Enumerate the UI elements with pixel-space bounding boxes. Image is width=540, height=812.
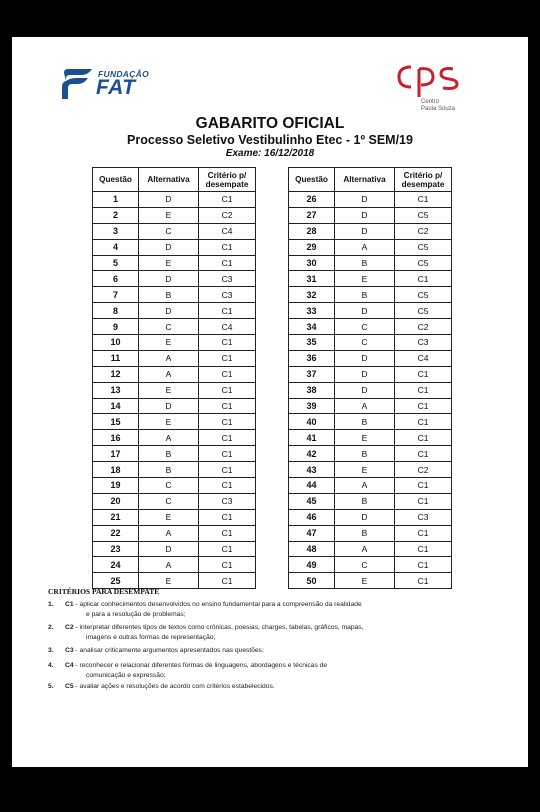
answer-alternative: E — [139, 573, 199, 589]
tiebreak-criterion: C1 — [395, 573, 452, 589]
table-row — [289, 541, 452, 557]
criteria-body — [65, 682, 445, 692]
question-number: 33 — [289, 303, 335, 319]
table-row — [93, 382, 256, 398]
table-row — [93, 446, 256, 462]
table-row — [93, 414, 256, 430]
table-row — [289, 446, 452, 462]
answer-alternative: C — [139, 478, 199, 494]
answer-alternative: D — [139, 398, 199, 414]
question-number: 2 — [93, 207, 139, 223]
question-number: 50 — [289, 573, 335, 589]
tiebreak-criterion: C1 — [199, 398, 256, 414]
table-row — [93, 398, 256, 414]
question-number: 20 — [93, 493, 139, 509]
tiebreak-criterion: C1 — [395, 366, 452, 382]
answers-table-right — [288, 167, 452, 589]
table-row — [93, 223, 256, 239]
answer-alternative: D — [139, 541, 199, 557]
answer-alternative: E — [335, 430, 395, 446]
tiebreak-criterion: C1 — [199, 239, 256, 255]
criteria-number: 1. — [48, 601, 54, 608]
answer-key-page — [12, 37, 528, 767]
answer-alternative: D — [335, 366, 395, 382]
table-row — [93, 541, 256, 557]
question-number: 39 — [289, 398, 335, 414]
criteria-text: - reconhecer e relacionar diferentes formas de linguagens, abordagens e técnicas de — [73, 662, 328, 669]
question-number: 30 — [289, 255, 335, 271]
answer-alternative: D — [139, 271, 199, 287]
answer-alternative: D — [335, 303, 395, 319]
answer-alternative: D — [335, 382, 395, 398]
tiebreak-criterion: C3 — [395, 335, 452, 351]
tiebreak-criterion: C1 — [395, 493, 452, 509]
criteria-body — [65, 600, 445, 620]
question-number: 31 — [289, 271, 335, 287]
table-row — [93, 271, 256, 287]
question-number: 32 — [289, 287, 335, 303]
question-number: 41 — [289, 430, 335, 446]
answer-alternative: D — [335, 192, 395, 208]
header-questao: Questão — [289, 168, 335, 192]
question-number: 1 — [93, 192, 139, 208]
answer-alternative: D — [335, 350, 395, 366]
answer-alternative: B — [335, 525, 395, 541]
question-number: 3 — [93, 223, 139, 239]
table-row — [289, 366, 452, 382]
question-number: 17 — [93, 446, 139, 462]
tiebreak-criterion: C3 — [199, 493, 256, 509]
answer-alternative: B — [335, 255, 395, 271]
tiebreak-criterion: C4 — [395, 350, 452, 366]
question-number: 13 — [93, 382, 139, 398]
tiebreak-criterion: C1 — [199, 350, 256, 366]
answer-alternative: A — [139, 430, 199, 446]
question-number: 48 — [289, 541, 335, 557]
answer-alternative: C — [139, 493, 199, 509]
question-number: 34 — [289, 319, 335, 335]
tiebreak-criterion: C2 — [395, 319, 452, 335]
criteria-number: 4. — [48, 662, 54, 669]
tiebreak-criterion: C3 — [199, 271, 256, 287]
tiebreak-criterion: C1 — [395, 271, 452, 287]
tiebreak-criterion: C1 — [395, 525, 452, 541]
table-row — [289, 382, 452, 398]
table-row — [289, 414, 452, 430]
fat-logo — [60, 67, 170, 101]
question-number: 16 — [93, 430, 139, 446]
question-number: 45 — [289, 493, 335, 509]
answer-alternative: A — [335, 398, 395, 414]
table-row — [289, 478, 452, 494]
criteria-text-continued: imagens e outras formas de representação; — [86, 634, 216, 641]
question-number: 8 — [93, 303, 139, 319]
table-row — [93, 255, 256, 271]
question-number: 26 — [289, 192, 335, 208]
table-row — [93, 319, 256, 335]
table-row — [93, 287, 256, 303]
question-number: 5 — [93, 255, 139, 271]
question-number: 44 — [289, 478, 335, 494]
tiebreak-criterion: C1 — [199, 446, 256, 462]
criteria-text: - analisar criticamente argumentos apresentados nas questões; — [73, 647, 264, 654]
document-subtitle: Processo Seletivo Vestibulinho Etec - 1º SEM/19 — [127, 133, 413, 147]
answer-alternative: D — [335, 509, 395, 525]
tiebreak-criterion: C2 — [199, 207, 256, 223]
answer-alternative: B — [335, 446, 395, 462]
question-number: 47 — [289, 525, 335, 541]
cps-line-2: Paula Souza — [421, 106, 456, 112]
header-criterio-line2: desempate — [205, 179, 249, 189]
answer-alternative: E — [335, 462, 395, 478]
tiebreak-criterion: C1 — [395, 446, 452, 462]
criteria-text: - aplicar conhecimentos desenvolvidos no ensino fundamental para a compreensão da realidade — [73, 601, 362, 608]
fat-foundation-label: FUNDAÇÃO — [98, 69, 150, 79]
tiebreak-criterion: C1 — [395, 478, 452, 494]
question-number: 10 — [93, 335, 139, 351]
criteria-text-continued: comunicação e expressão; — [86, 672, 166, 679]
criteria-code: C5 — [65, 683, 74, 690]
question-number: 29 — [289, 239, 335, 255]
table-row — [289, 509, 452, 525]
question-number: 21 — [93, 509, 139, 525]
tiebreak-criterion: C1 — [199, 509, 256, 525]
tiebreak-criterion: C1 — [199, 335, 256, 351]
tiebreak-criterion: C1 — [199, 255, 256, 271]
tiebreak-criterion: C1 — [199, 462, 256, 478]
criteria-code: C2 — [65, 624, 74, 631]
tiebreak-criterion: C1 — [395, 430, 452, 446]
tiebreak-criterion: C1 — [395, 557, 452, 573]
tiebreak-criterion: C5 — [395, 255, 452, 271]
answer-alternative: E — [139, 509, 199, 525]
answer-alternative: C — [335, 335, 395, 351]
answer-alternative: B — [335, 493, 395, 509]
answer-alternative: A — [139, 350, 199, 366]
question-number: 14 — [93, 398, 139, 414]
table-row — [289, 319, 452, 335]
answer-alternative: A — [139, 366, 199, 382]
answer-alternative: D — [139, 303, 199, 319]
answer-alternative: B — [335, 287, 395, 303]
table-row — [289, 493, 452, 509]
header-criterio — [199, 168, 256, 192]
criteria-body — [65, 646, 445, 656]
criteria-code: C1 — [65, 601, 74, 608]
answer-alternative: B — [139, 287, 199, 303]
tiebreak-criterion: C3 — [395, 509, 452, 525]
tiebreak-criterion: C1 — [395, 192, 452, 208]
criteria-code: C3 — [65, 647, 74, 654]
table-row — [93, 207, 256, 223]
exam-date: Exame: 16/12/2018 — [225, 148, 315, 159]
question-number: 6 — [93, 271, 139, 287]
tiebreak-criterion: C1 — [199, 478, 256, 494]
table-row — [289, 350, 452, 366]
document-title: GABARITO OFICIAL — [195, 115, 345, 132]
tiebreak-criterion: C1 — [199, 541, 256, 557]
tiebreak-criterion: C1 — [395, 398, 452, 414]
table-row — [289, 525, 452, 541]
tiebreak-criterion: C1 — [395, 382, 452, 398]
answer-alternative: A — [139, 557, 199, 573]
table-row — [289, 207, 452, 223]
criteria-number: 2. — [48, 624, 54, 631]
tiebreak-criterion: C5 — [395, 287, 452, 303]
table-row — [93, 366, 256, 382]
table-row — [93, 509, 256, 525]
question-number: 46 — [289, 509, 335, 525]
tiebreak-criterion: C3 — [199, 287, 256, 303]
question-number: 4 — [93, 239, 139, 255]
answer-alternative: D — [139, 239, 199, 255]
table-row — [289, 303, 452, 319]
answer-alternative: C — [139, 319, 199, 335]
table-row — [93, 478, 256, 494]
header-criterio — [395, 168, 452, 192]
question-number: 7 — [93, 287, 139, 303]
tiebreak-criterion: C2 — [395, 223, 452, 239]
answer-alternative: A — [139, 525, 199, 541]
cps-logo-mark-icon — [395, 61, 467, 99]
question-number: 36 — [289, 350, 335, 366]
table-row — [289, 287, 452, 303]
question-number: 22 — [93, 525, 139, 541]
fat-logo-mark-icon — [60, 67, 94, 101]
table-row — [93, 239, 256, 255]
question-number: 42 — [289, 446, 335, 462]
criteria-text: - avaliar ações e resoluções de acordo com critérios estabelecidos. — [73, 683, 275, 690]
tiebreak-criterion: C1 — [199, 366, 256, 382]
header-criterio-line1: Critério p/ — [207, 170, 247, 180]
answer-alternative: C — [335, 557, 395, 573]
criteria-number: 5. — [48, 683, 54, 690]
answer-alternative: D — [335, 223, 395, 239]
table-row — [289, 462, 452, 478]
table-row — [93, 430, 256, 446]
table-row — [93, 462, 256, 478]
header-questao: Questão — [93, 168, 139, 192]
answer-alternative: A — [335, 541, 395, 557]
answer-alternative: E — [335, 271, 395, 287]
question-number: 28 — [289, 223, 335, 239]
criteria-title: CRITÉRIOS PARA DESEMPATE — [48, 587, 160, 596]
question-number: 19 — [93, 478, 139, 494]
question-number: 27 — [289, 207, 335, 223]
table-row — [289, 271, 452, 287]
question-number: 25 — [93, 573, 139, 589]
table-row — [93, 350, 256, 366]
answer-alternative: E — [139, 335, 199, 351]
tiebreak-criterion: C5 — [395, 207, 452, 223]
table-row — [93, 192, 256, 208]
question-number: 35 — [289, 335, 335, 351]
question-number: 12 — [93, 366, 139, 382]
answer-alternative: E — [139, 414, 199, 430]
tiebreak-criterion: C1 — [199, 414, 256, 430]
cps-logo — [395, 61, 467, 119]
header-criterio-line2: desempate — [401, 179, 445, 189]
criteria-body — [65, 623, 445, 643]
criteria-body — [65, 661, 445, 681]
tiebreak-criterion: C1 — [199, 430, 256, 446]
tiebreak-criterion: C1 — [395, 414, 452, 430]
table-row — [93, 557, 256, 573]
table-row — [93, 335, 256, 351]
header-criterio-line1: Critério p/ — [403, 170, 443, 180]
answer-alternative: D — [139, 192, 199, 208]
question-number: 24 — [93, 557, 139, 573]
question-number: 38 — [289, 382, 335, 398]
answer-alternative: B — [335, 414, 395, 430]
answers-table-left — [92, 167, 256, 589]
tiebreak-criterion: C2 — [395, 462, 452, 478]
answer-alternative: D — [335, 207, 395, 223]
answer-alternative: B — [139, 462, 199, 478]
question-number: 43 — [289, 462, 335, 478]
table-row — [289, 192, 452, 208]
question-number: 15 — [93, 414, 139, 430]
answer-alternative: C — [139, 223, 199, 239]
answer-alternative: A — [335, 478, 395, 494]
tiebreak-criterion: C5 — [395, 239, 452, 255]
tiebreak-criterion: C1 — [395, 541, 452, 557]
table-row — [93, 493, 256, 509]
answer-alternative: B — [139, 446, 199, 462]
question-number: 40 — [289, 414, 335, 430]
table-row — [289, 557, 452, 573]
tiebreak-criterion: C1 — [199, 382, 256, 398]
header-alternativa: Alternativa — [139, 168, 199, 192]
tiebreak-criterion: C1 — [199, 557, 256, 573]
answer-alternative: C — [335, 319, 395, 335]
tiebreak-criterion: C1 — [199, 303, 256, 319]
tiebreak-criterion: C1 — [199, 525, 256, 541]
question-number: 49 — [289, 557, 335, 573]
answer-alternative: E — [335, 573, 395, 589]
table-row — [93, 303, 256, 319]
cps-line-1: Centro — [421, 99, 440, 105]
table-row — [289, 430, 452, 446]
table-row — [289, 573, 452, 589]
answer-alternative: A — [335, 239, 395, 255]
fat-name: FAT — [96, 76, 136, 99]
table-row — [93, 525, 256, 541]
criteria-number: 3. — [48, 647, 54, 654]
tiebreak-criterion: C1 — [199, 573, 256, 589]
table-row — [289, 255, 452, 271]
question-number: 11 — [93, 350, 139, 366]
table-row — [289, 398, 452, 414]
table-row — [289, 223, 452, 239]
tiebreak-criterion: C5 — [395, 303, 452, 319]
answer-alternative: E — [139, 382, 199, 398]
table-row — [289, 335, 452, 351]
answer-alternative: E — [139, 255, 199, 271]
question-number: 23 — [93, 541, 139, 557]
tiebreak-criterion: C1 — [199, 192, 256, 208]
tiebreak-criterion: C4 — [199, 223, 256, 239]
criteria-code: C4 — [65, 662, 74, 669]
question-number: 9 — [93, 319, 139, 335]
criteria-text: - interpretar diferentes tipos de textos como crônicas, poesias, charges, tabelas, gráficos, mapas, — [73, 624, 364, 631]
tiebreak-criterion: C4 — [199, 319, 256, 335]
criteria-text-continued: e para a resolução de problemas; — [86, 611, 186, 618]
table-row — [289, 239, 452, 255]
question-number: 18 — [93, 462, 139, 478]
question-number: 37 — [289, 366, 335, 382]
header-alternativa: Alternativa — [335, 168, 395, 192]
answer-alternative: E — [139, 207, 199, 223]
